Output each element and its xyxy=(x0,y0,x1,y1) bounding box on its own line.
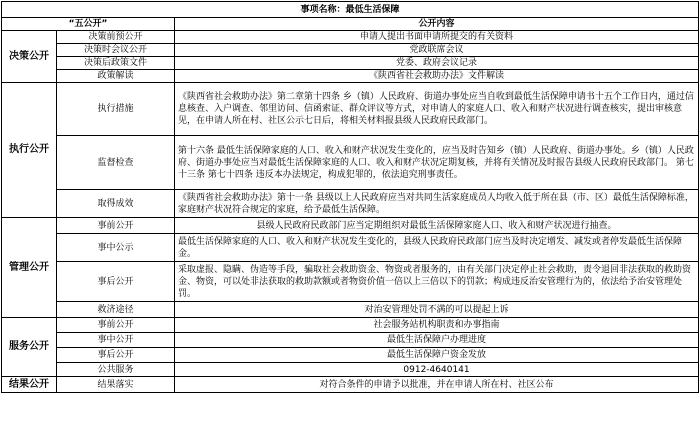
category-result: 结果公开 xyxy=(2,377,57,393)
table-row xyxy=(2,348,699,363)
category-service: 服务公开 xyxy=(2,318,57,377)
item-content: 社会服务站机构职责和办事指南 xyxy=(175,318,699,333)
table-row xyxy=(2,57,699,70)
item-label: 事后公开 xyxy=(57,262,175,302)
page-title: 事项名称：最低生活保障 xyxy=(2,2,699,18)
table-row xyxy=(2,333,699,348)
item-content: 最低生活保障家庭的人口、收入和财产状况发生变化的，县级人民政府民政部门应当及时决定增发、减发或者停发最低生活保障金。 xyxy=(175,234,699,262)
item-label: 决策后政策文件 xyxy=(57,57,175,70)
item-content: 《陕西省社会救助办法》第二章第十四条 乡（镇）人民政府、街道办事处应当自收到最低生活保障申请书十五个工作日内，通过信息核查、入户调查、邻里访问、信函索证、群众评议等方式，对申请人的家庭人口、收入和财产状况进行调查核实，提出审核意见，在申请人所在村、社区公示七日后，将相关材料报县级人民政府民政部门。 xyxy=(175,83,699,136)
item-label: 事中公开 xyxy=(57,333,175,348)
table-row xyxy=(2,31,699,44)
item-label: 决策时会议公开 xyxy=(57,44,175,57)
item-content: 采取虚报、隐瞒、伪造等手段，骗取社会救助资金、物资或者服务的，由有关部门决定停止社会救助，责令退回非法获取的救助资金、物资，可以处非法获取的救助款额或者物资价值一倍以上三倍以下的罚款；构成违反治安管理行为的，依法给予治安管理处罚。 xyxy=(175,262,699,302)
item-content: 党委、政府会议记录 xyxy=(175,57,699,70)
item-label: 政策解读 xyxy=(57,70,175,83)
item-content: 对符合条件的申请予以批准，并在申请人所在村、社区公布 xyxy=(175,377,699,393)
item-label: 结果落实 xyxy=(57,377,175,393)
item-content: 申请人提出书面申请所提交的有关资料 xyxy=(175,31,699,44)
category-decision: 决策公开 xyxy=(2,31,57,83)
item-label: 决策前预公开 xyxy=(57,31,175,44)
table-row xyxy=(2,70,699,83)
item-content: 最低生活保障户办理进度 xyxy=(175,333,699,348)
item-content: 党政联席会议 xyxy=(175,44,699,57)
table-row xyxy=(2,377,699,393)
item-content: 最低生活保障户资金发放 xyxy=(175,348,699,363)
table-row xyxy=(2,262,699,302)
disclosure-table xyxy=(1,1,699,393)
item-label: 执行措施 xyxy=(57,83,175,136)
category-management: 管理公开 xyxy=(2,218,57,318)
table-row xyxy=(2,234,699,262)
table-row xyxy=(2,218,699,234)
table-row xyxy=(2,302,699,318)
item-label: 公共服务 xyxy=(57,363,175,377)
table-row xyxy=(2,363,699,377)
table-row xyxy=(2,136,699,190)
item-content: 县级人民政府民政部门应当定期组织对最低生活保障家庭人口、收入和财产状况进行抽查。 xyxy=(175,218,699,234)
item-content: 0912-4640141 xyxy=(175,363,699,377)
table-row xyxy=(2,83,699,136)
item-content: 对治安管理处罚不满的可以提起上诉 xyxy=(175,302,699,318)
item-label: 事后公开 xyxy=(57,348,175,363)
item-label: 取得成效 xyxy=(57,190,175,218)
header-five-open: “五公开” xyxy=(2,18,175,31)
item-label: 救济途径 xyxy=(57,302,175,318)
item-label: 事前公开 xyxy=(57,318,175,333)
item-content: 《陕西省社会救助办法》第十一条 县级以上人民政府应当对共同生活家庭成员人均收入低于所在县（市、区）最低生活保障标准，家庭财产状况符合规定的家庭，给予最低生活保障。 xyxy=(175,190,699,218)
category-execution: 执行公开 xyxy=(2,83,57,218)
header-row xyxy=(2,18,699,31)
item-label: 监督检查 xyxy=(57,136,175,190)
item-label: 事中公示 xyxy=(57,234,175,262)
table-row xyxy=(2,318,699,333)
item-content: 《陕西省社会救助办法》文件解读 xyxy=(175,70,699,83)
item-content: 第十六条 最低生活保障家庭的人口、收入和财产状况发生变化的，应当及时告知乡（镇）人民政府、街道办事处。乡（镇）人民政府、街道办事处应当对最低生活保障家庭的人口、收入和财产状况定期复核，并将有关情况及时报告县级人民政府民政部门。 第七十三条 第七十四条 违反本办法规定，构成犯罪的，依法追究刑事责任。 xyxy=(175,136,699,190)
table-row xyxy=(2,44,699,57)
header-content: 公开内容 xyxy=(175,18,699,31)
table-row xyxy=(2,190,699,218)
title-row xyxy=(2,2,699,18)
item-label: 事前公开 xyxy=(57,218,175,234)
